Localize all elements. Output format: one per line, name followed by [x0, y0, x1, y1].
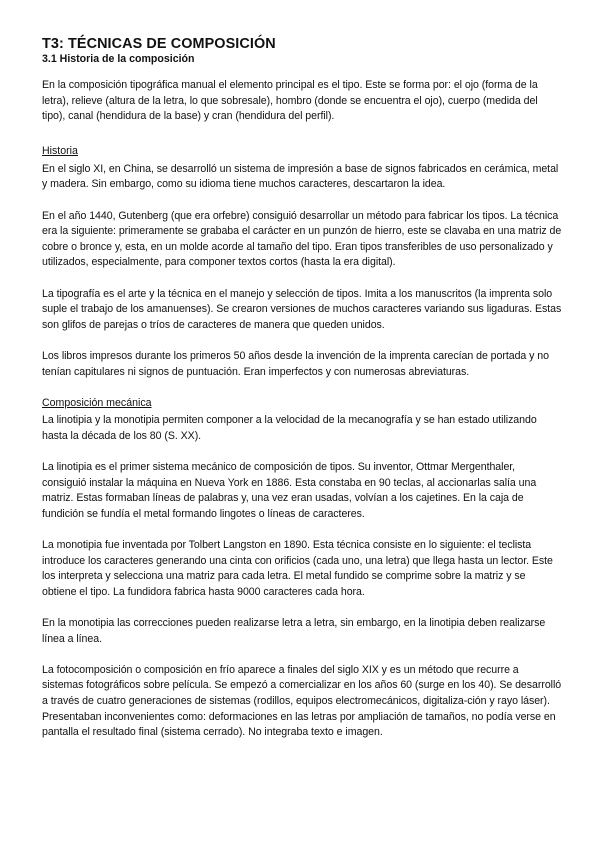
- section-heading-composicion-mecanica: Composición mecánica: [42, 396, 152, 409]
- section-historia: [42, 144, 562, 380]
- mecanica-paragraph-2: La linotipia es el primer sistema mecánico de composición de tipos. Su inventor, Ottmar Mergenthaler, consiguió instalar la máquina en Nueva York en 1886. Esta constaba en 90 teclas, al accionarlas salía una matriz. Estas formaban líneas de palabras y, una vez eran usadas, volvían a los cajetines. En la caja de fundición se fundía el metal formando lingotes o líneas de caracteres.: [42, 461, 537, 520]
- mecanica-paragraph-1: La linotipia y la monotipia permiten componer a la velocidad de la mecanografía y se han estado utilizando hasta la década de los 80 (S. XX).: [42, 414, 537, 442]
- section-subtitle: 3.1 Historia de la composición: [42, 53, 195, 65]
- page-title: T3: TÉCNICAS DE COMPOSICIÓN: [42, 36, 276, 52]
- mecanica-paragraph-5: La fotocomposición o composición en frío aparece a finales del siglo XIX y es un método que recurre a sistemas fotográficos sobre película. Se empezó a comercializar en los años 60 (surge en los 40). Se desarrolló a través de cuatro generaciones de sistemas (rodillos, equipos electromecánicos, digitaliza-ción y rayo láser). Presentaban inconvenientes como: deformaciones en las letras por ampliación de tamaños, no podía verse en pantalla el resultado final (sistema cerrado). No integraba texto e imagen.: [42, 663, 562, 739]
- historia-paragraph-2: En el año 1440, Gutenberg (que era orfebre) consiguió desarrollar un método para fabricar los tipos. La técnica era la siguiente: primeramente se grababa el carácter en un punzón de hierro, este se clavaba en una matriz de cobre o bronce y, esta, en un molde acorde al tamaño del tipo. Eran tipos transferibles de uso personalizado y utilizados, especialmente, para componer textos cortos (hasta la era digital).: [42, 209, 562, 269]
- section-composicion-mecanica: [42, 396, 562, 741]
- historia-paragraph-4: Los libros impresos durante los primeros 50 años desde la invención de la imprenta carecían de portada y no tenían capitulares ni signos de puntuación. Eran imperfectos y con numerosas abreviaturas.: [42, 350, 549, 378]
- historia-paragraph-1: En el siglo XI, en China, se desarrolló un sistema de impresión a base de signos fabricados en cerámica, metal y madera. Sin embargo, como su idioma tiene muchos caracteres, descartaron la idea.: [42, 162, 559, 191]
- document-page: [42, 36, 562, 756]
- historia-paragraph-3: La tipografía es el arte y la técnica en el manejo y selección de tipos. Imita a los manuscritos (la imprenta solo suple el trabajo de los amanuenses). Se crearon versiones de muchos caracteres variando sus ligaduras. Estas son glifos de parejas o tríos de caracteres de manera que queden unidos.: [42, 287, 562, 331]
- mecanica-paragraph-3: La monotipia fue inventada por Tolbert Langston en 1890. Esta técnica consiste en lo siguiente: el teclista introduce los caracteres generando una cinta con orificios (cada uno, una letra) que llega hasta un lector. Este los interpreta y selecciona una matriz para cada letra. El metal fundido se comprime sobre la matriz y se obtiene el tipo. La fundidora fabrica hasta 9000 caracteres cada hora.: [42, 539, 553, 598]
- intro-paragraph: En la composición tipográfica manual el elemento principal es el tipo. Este se forma por: el ojo (forma de la letra), relieve (altura de la letra, lo que sobresale), hombro (donde se encuentra el ojo), cuerpo (medida del tipo), canal (hendidura de la base) y cran (hendidura del perfil).: [42, 79, 538, 123]
- mecanica-paragraph-4: En la monotipia las correcciones pueden realizarse letra a letra, sin embargo, en la linotipia deben realizarse línea a línea.: [42, 617, 546, 645]
- section-heading-historia: Historia: [42, 145, 78, 158]
